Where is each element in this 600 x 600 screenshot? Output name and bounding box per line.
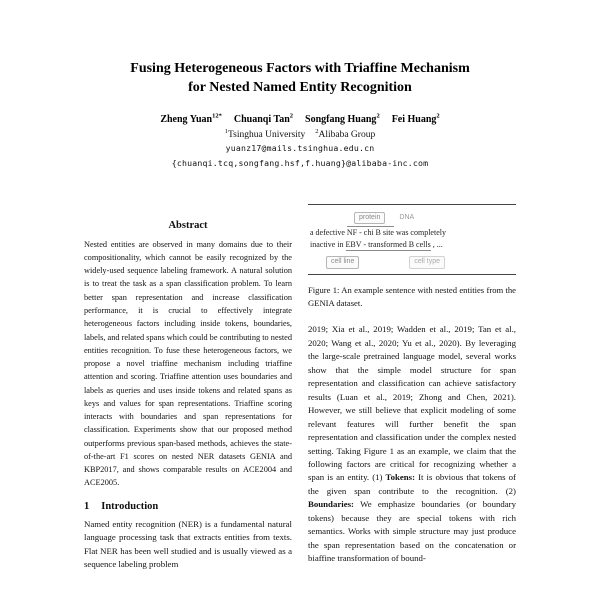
section-1-number: 1 (84, 500, 90, 512)
dna-entity-span: NF - chi B site (346, 228, 394, 238)
figure-caption: Figure 1: An example sentence with nested entities from the GENIA dataset. (308, 284, 516, 308)
section-1-title: Introduction (101, 500, 159, 512)
protein-entity-label: protein (354, 212, 385, 225)
abstract-heading: Abstract (168, 219, 208, 231)
boundaries-keyword: Boundaries: (308, 499, 354, 510)
cell-line-entity-label: cell line (326, 256, 359, 269)
two-column-body (84, 204, 516, 572)
title-line-2: for Nested Named Entity Recognition (188, 79, 412, 95)
cell-line-entity-span: EBV - transformed B cells (345, 240, 431, 250)
tokens-keyword: Tokens: (385, 472, 416, 483)
figure-sentence-line-1: a defective NF - chi B site was completely (310, 228, 446, 238)
figure-1 (308, 204, 516, 275)
cell-type-entity-label: cell type (409, 256, 445, 269)
body-paragraph: 2019; Xia et al., 2019; Wadden et al., 2019; Tan et al., 2020; Wang et al., 2020; Yu et al., 2020). By leveraging the large-scale pretrained language model, several works show that the simple model structure for span representation and classification can achieve satisfactory results (Luan et al., 2019; Zhong and Chen, 2021). However, we still believe that explicit modeling of some relevant features will further benefit the span representation and classification under the complex nested setting. Taking Figure 1 as an example, we claim that the following factors are critical for recognizing whether a span is an entity. (1) Tokens: It is obvious that tokens of the given span contribute to the recognition. (2) Boundaries: We emphasize boundaries (or boundary tokens) because they are special tokens with rich semantics. Works with simple structure may just produce the span representation based on the concatenation or biaffine transformation of bound- (308, 324, 516, 564)
right-column (308, 204, 516, 572)
figure-sentence-line-2: inactive in EBV - transformed B cells , ... (310, 240, 443, 250)
email-line-2: {chuanqi.tcq,songfang.hsf,f.huang}@alibaba-inc.com (171, 157, 429, 168)
intro-paragraph: Named entity recognition (NER) is a fundamental natural language processing task that extracts entities from texts. Flat NER has been well studied and is usually viewed as a sequence labeling problem (84, 518, 292, 570)
author-1: Zheng Yuan$^{12*}$ (160, 112, 222, 126)
abstract-text: Nested entities are observed in many domains due to their compositionality, which cannot be easily recognized by the widely-used sequence labeling framework. A natural solution is to treat the task as a span classification problem. To learn better span representation and increase classification performance, it is crucial to effectively integrate heterogeneous factors including inside tokens, boundaries, labels, and related spans which could be contributing to nested entities recognition. To fuse these heterogeneous factors, we propose a novel triaffine mechanism including triaffine attention and scoring. Triaffine attention uses boundaries and labels as queries and uses inside tokens and related spans as keys and values for span representations. Triaffine scoring interacts with boundaries and span representations for classification. Experiments show that our proposed method outperforms previous span-based methods, achieves the state-of-the-art F1 scores on nested NER datasets GENIA and KBP2017, and shows comparable results on ACE2004 and ACE2005. (84, 239, 292, 488)
section-1-heading (84, 501, 292, 512)
dna-entity-label: DNA (399, 213, 415, 221)
affiliation-2: $^2$Alibaba Group (315, 128, 376, 141)
left-column (84, 220, 292, 572)
title-line-1: Fusing Heterogeneous Factors with Triaffine Mechanism (130, 61, 470, 76)
author-2: Chuanqi Tan$^2$ (233, 112, 294, 126)
figure-bottom-labels (310, 255, 514, 269)
affiliation-line (84, 128, 516, 140)
author-3: Songfang Huang$^2$ (305, 112, 380, 126)
affiliation-1: $^1$Tsinghua University (224, 128, 306, 141)
paper-title (84, 60, 516, 98)
email-line-1: yuanz17@mails.tsinghua.edu.cn (225, 143, 375, 154)
figure-top-labels (310, 211, 514, 225)
author-line (84, 113, 516, 125)
author-4: Fei Huang$^2$ (391, 112, 440, 126)
